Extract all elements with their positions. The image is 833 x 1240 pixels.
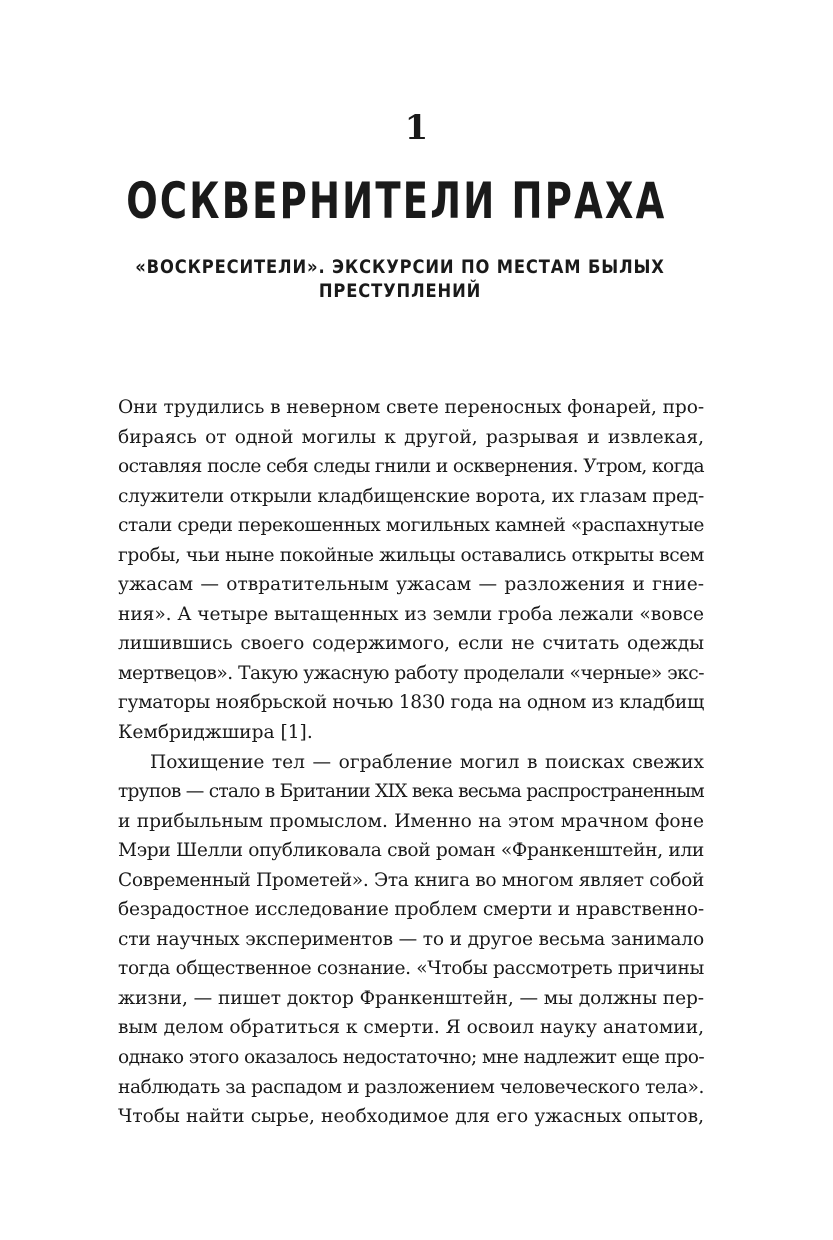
text-line: однако этого оказалось недостаточно; мне надлежит еще про- bbox=[118, 1047, 705, 1069]
text-line: тогда общественное сознание. «Чтобы рассмотреть причины bbox=[118, 958, 705, 980]
text-line: бираясь от одной могилы к другой, разрывая и извлекая, bbox=[118, 426, 704, 448]
text-line: Похищение тел — ограбление могил в поисках свежих bbox=[150, 751, 704, 773]
text-line: ужасам — отвратительным ужасам — разложения и гние- bbox=[118, 574, 704, 596]
text-line: вым делом обратиться к смерти. Я освоил науку анатомии, bbox=[118, 1017, 704, 1039]
text-line: и прибыльным промыслом. Именно на этом мрачном фоне bbox=[118, 810, 704, 832]
text-line: ния». А четыре вытащенных из земли гроба лежали «вовсе bbox=[118, 603, 704, 625]
text-line: Кембриджшира [1]. bbox=[118, 722, 313, 744]
text-line: трупов — стало в Британии XIX века весьма распространенным bbox=[118, 781, 704, 803]
text-line: сти научных экспериментов — то и другое весьма занимало bbox=[118, 928, 704, 950]
text-line: жизни, — пишет доктор Франкенштейн, — мы должны пер- bbox=[118, 987, 704, 1009]
text-line: лишившись своего содержимого, если не считать одежды bbox=[118, 633, 704, 655]
chapter-subtitle: «ВОСКРЕСИТЕЛИ». ЭКСКУРСИИ ПО МЕСТАМ БЫЛЫХ ПРЕСТУПЛЕНИЙ bbox=[135, 256, 665, 302]
text-line: стали среди перекошенных могильных камней «распахнутые bbox=[118, 515, 704, 537]
chapter-number: 1 bbox=[404, 108, 429, 148]
text-line: мертвецов». Такую ужасную работу проделали «черные» экс- bbox=[118, 662, 704, 684]
text-line: Чтобы найти сырье, необходимое для его ужасных опытов, bbox=[118, 1106, 704, 1128]
body-text bbox=[118, 393, 704, 1132]
text-line: Современный Прометей». Эта книга во многом являет собой bbox=[118, 869, 704, 891]
text-line: гуматоры ноябрьской ночью 1830 года на одном из кладбищ bbox=[118, 692, 704, 714]
text-line: оставляя после себя следы гнили и осквернения. Утром, когда bbox=[118, 456, 705, 478]
text-line: безрадостное исследование проблем смерти и нравственно- bbox=[118, 899, 704, 921]
text-line: Они трудились в неверном свете переносных фонарей, про- bbox=[118, 397, 704, 418]
text-line: Мэри Шелли опубликовала свой роман «Франкенштейн, или bbox=[118, 840, 705, 862]
text-line: служители открыли кладбищенские ворота, их глазам пред- bbox=[118, 485, 704, 507]
text-line: гробы, чьи ныне покойные жильцы оставались открыты всем bbox=[118, 544, 704, 566]
text-line: наблюдать за распадом и разложением человеческого тела». bbox=[118, 1076, 704, 1098]
chapter-title: ОСКВЕРНИТЕЛИ ПРАХА bbox=[126, 172, 667, 230]
